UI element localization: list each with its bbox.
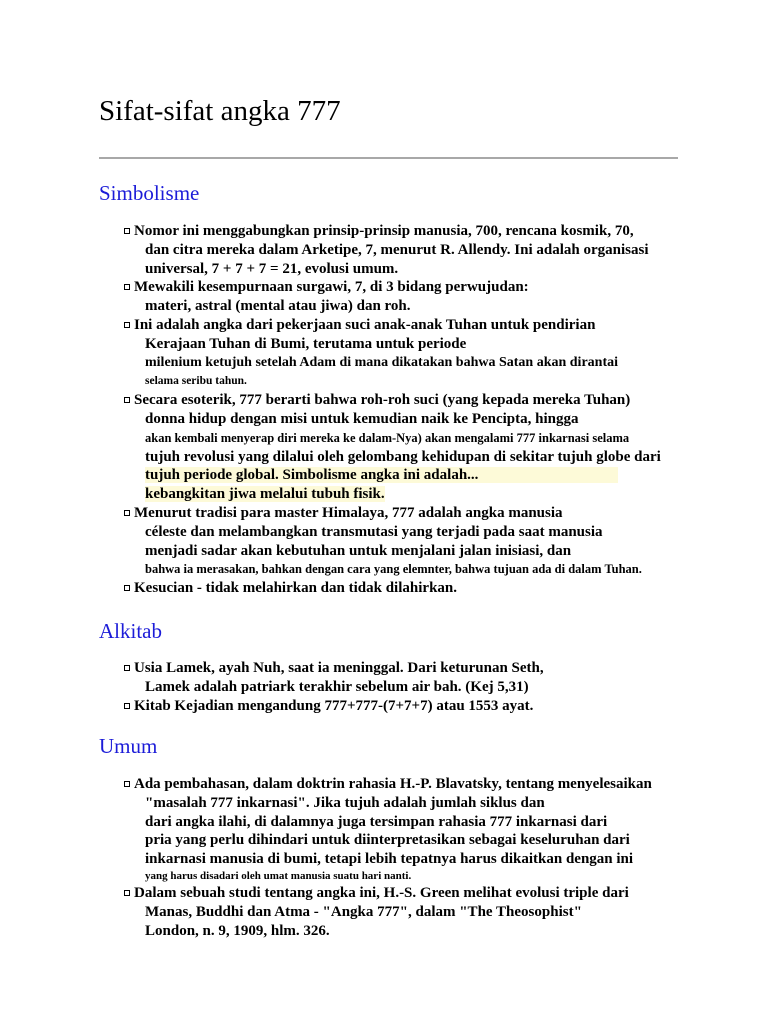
- square-bullet-icon: [124, 781, 130, 787]
- page-title: Sifat-sifat angka 777: [99, 95, 341, 127]
- horizontal-divider: [99, 157, 678, 159]
- list-item: Kesucian - tidak melahirkan dan tidak dilahirkan.: [121, 579, 731, 598]
- square-bullet-icon: [124, 322, 130, 328]
- list-item: Menurut tradisi para master Himalaya, 777 adalah angka manusia céleste dan melambangkan transmutasi yang terjadi pada saat manusia menjadi sadar akan kebutuhan untuk menjalani jalan inisiasi, dan bahwa ia merasakan, bahkan dengan cara yang elemnter, bahwa tujuan ada di dalam Tuhan.: [121, 504, 731, 579]
- square-bullet-icon: [124, 585, 130, 591]
- square-bullet-icon: [124, 890, 130, 896]
- list-item: Ini adalah angka dari pekerjaan suci anak-anak Tuhan untuk pendirian Kerajaan Tuhan di Bumi, terutama untuk periode milenium ketujuh setelah Adam di mana dikatakan bahwa Satan akan dirantai selama seribu tahun.: [121, 316, 731, 391]
- square-bullet-icon: [124, 228, 130, 234]
- highlighted-line: kebangkitan jiwa melalui tubuh fisik.: [145, 486, 385, 503]
- list-item: Nomor ini menggabungkan prinsip-prinsip manusia, 700, rencana kosmik, 70, dan citra mereka dalam Arketipe, 7, menurut R. Allendy. Ini adalah organisasi universal, 7 + 7 + 7 = 21, evolusi umum.: [121, 222, 731, 278]
- list-item: Ada pembahasan, dalam doktrin rahasia H.-P. Blavatsky, tentang menyelesaikan "masalah 777 inkarnasi". Jika tujuh adalah jumlah siklus dan dari angka ilahi, di dalamnya juga tersimpan rahasia 777 inkarnasi dari pria yang perlu dihindari untuk diinterpretasikan sebagai keseluruhan dari inkarnasi manusia di bumi, tetapi lebih tepatnya harus dikaitkan dengan ini yang harus disadari oleh umat manusia suatu hari nanti.: [121, 775, 731, 884]
- square-bullet-icon: [124, 284, 130, 290]
- list-item: Kitab Kejadian mengandung 777+777-(7+7+7) atau 1553 ayat.: [121, 697, 731, 716]
- section-heading-simbolisme: Simbolisme: [99, 181, 200, 205]
- alkitab-list: [121, 659, 731, 715]
- square-bullet-icon: [124, 703, 130, 709]
- section-heading-umum: Umum: [99, 734, 158, 758]
- square-bullet-icon: [124, 665, 130, 671]
- section-heading-alkitab: Alkitab: [99, 619, 162, 643]
- square-bullet-icon: [124, 397, 130, 403]
- list-item: Mewakili kesempurnaan surgawi, 7, di 3 bidang perwujudan: materi, astral (mental atau jiwa) dan roh.: [121, 278, 731, 316]
- square-bullet-icon: [124, 510, 130, 516]
- list-item: Dalam sebuah studi tentang angka ini, H.-S. Green melihat evolusi triple dari Manas, Buddhi dan Atma - "Angka 777", dalam "The Theosophist" London, n. 9, 1909, hlm. 326.: [121, 884, 731, 940]
- simbolisme-list: [121, 222, 731, 598]
- umum-list: [121, 775, 731, 940]
- highlighted-line: tujuh periode global. Simbolisme angka ini adalah...: [121, 466, 731, 485]
- list-item: Secara esoterik, 777 berarti bahwa roh-roh suci (yang kepada mereka Tuhan) donna hidup dengan misi untuk kemudian naik ke Pencipta, hingga akan kembali menyerap diri mereka ke dalam-Nya) akan mengalami 777 inkarnasi selama tujuh revolusi yang dilalui oleh gelombang kehidupan di sekitar tujuh globe dari tujuh periode global. Simbolisme angka ini adalah... kebangkitan jiwa melalui tubuh fisik.: [121, 391, 731, 504]
- list-item: Usia Lamek, ayah Nuh, saat ia meninggal. Dari keturunan Seth, Lamek adalah patriark terakhir sebelum air bah. (Kej 5,31): [121, 659, 731, 697]
